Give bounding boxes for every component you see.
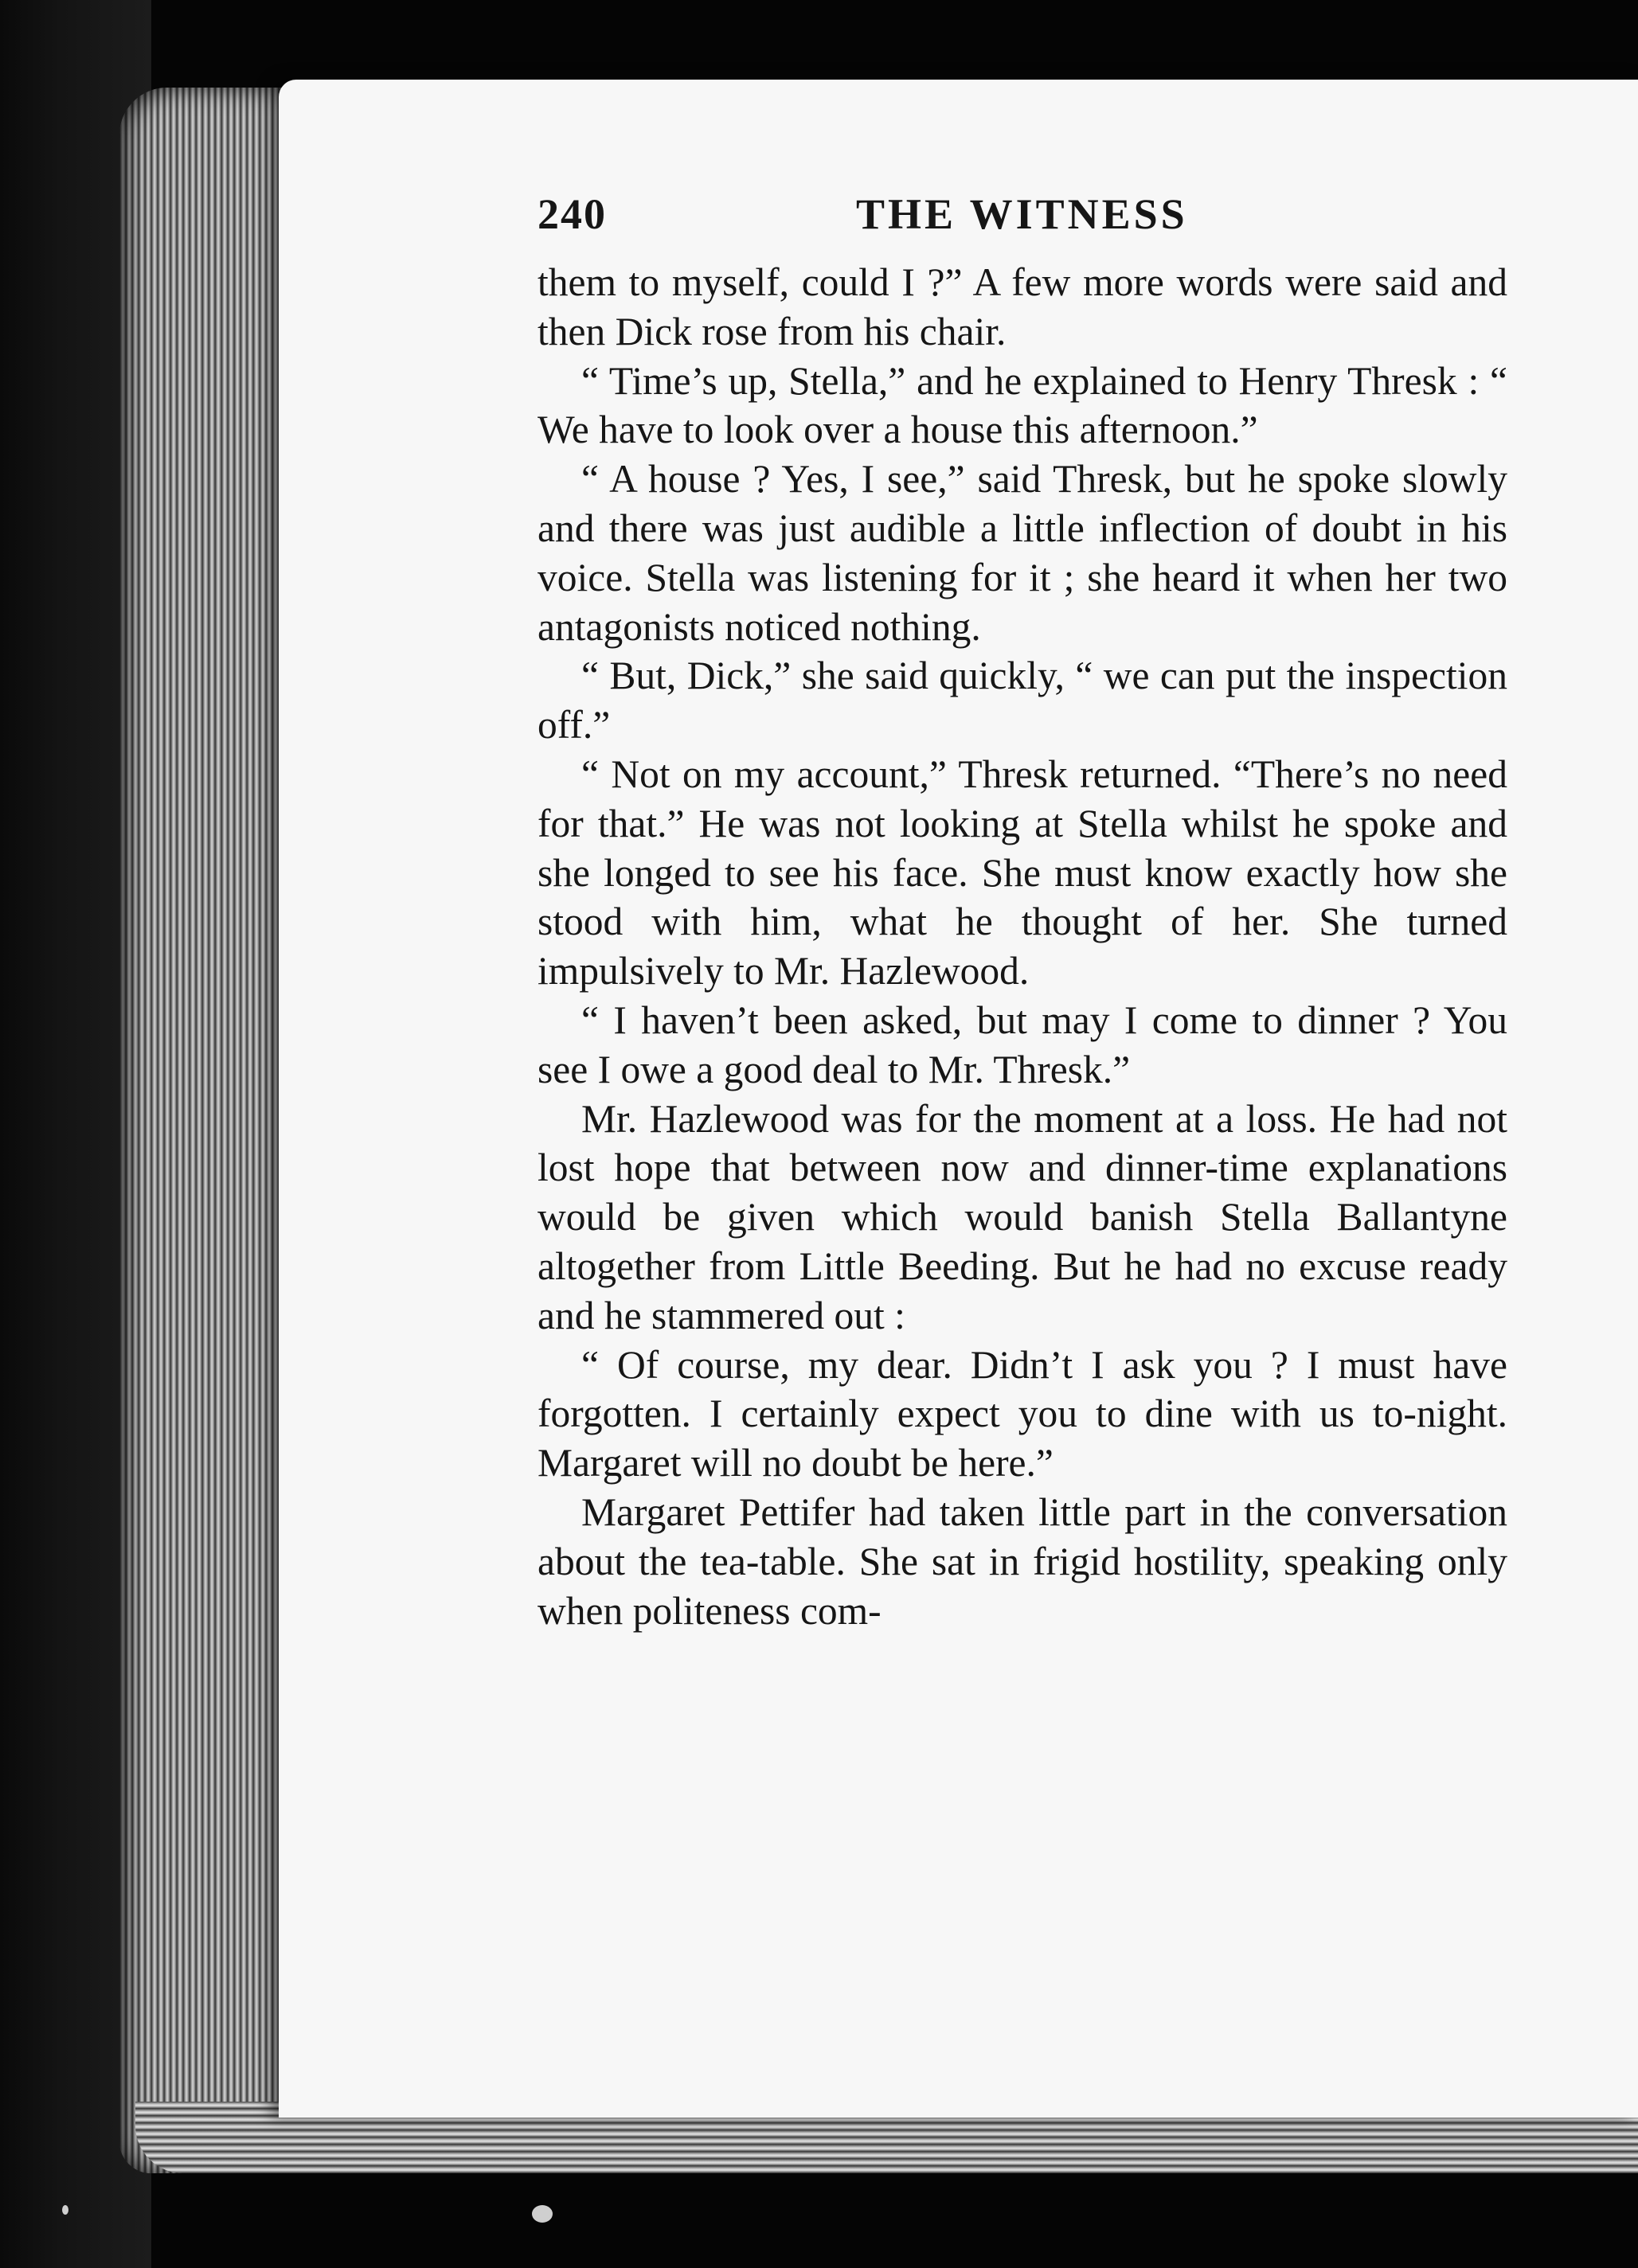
paragraph: them to myself, could I ?” A few more words were said and then Dick rose from his chair. — [538, 260, 1507, 353]
paragraph: “ But, Dick,” she said quickly, “ we can put the inspection off.” — [538, 654, 1507, 748]
page-fore-edge — [119, 88, 303, 2173]
paragraph: Margaret Pettifer had taken little part in the conversation about the tea-table. She sat in frigid hostility, speaking only when politeness com- — [538, 1489, 1507, 1633]
scan-speck — [532, 2205, 553, 2223]
body-text — [538, 258, 1507, 1635]
running-title: THE WITNESS — [856, 190, 1188, 238]
paragraph: Mr. Hazlewood was for the moment at a loss. He had not lost hope that between now and dinner-time explanations would be given which would banish Stella Ballantyne altogether from Little Beeding. But he had no excuse ready and he stammered out : — [538, 1096, 1507, 1337]
paragraph: “ Time’s up, Stella,” and he explained to Henry Thresk : “ We have to look over a house this afternoon.” — [538, 358, 1507, 452]
book-page — [279, 80, 1638, 2118]
page-number: 240 — [538, 190, 607, 238]
paragraph: “ A house ? Yes, I see,” said Thresk, but he spoke slowly and there was just audible a little inflection of doubt in his voice. Stella was listening for it ; she heard it when her two antagonists noticed nothing. — [538, 457, 1507, 649]
paragraph: “ Of course, my dear. Didn’t I ask you ? I must have forgotten. I certainly expect you to dine with us to-night. Margaret will no doubt be here.” — [538, 1342, 1507, 1485]
paragraph: “ I haven’t been asked, but may I come to dinner ? You see I owe a good deal to Mr. Thresk.” — [538, 997, 1507, 1091]
page-content — [538, 189, 1507, 1635]
running-head — [538, 189, 1507, 253]
paragraph: “ Not on my account,” Thresk returned. “There’s no need for that.” He was not looking at Stella whilst he spoke and she longed to see his face. She must know exactly how she stood with him, what he thought of her. She turned impulsively to Mr. Hazlewood. — [538, 751, 1507, 993]
scan-speck — [62, 2205, 68, 2215]
